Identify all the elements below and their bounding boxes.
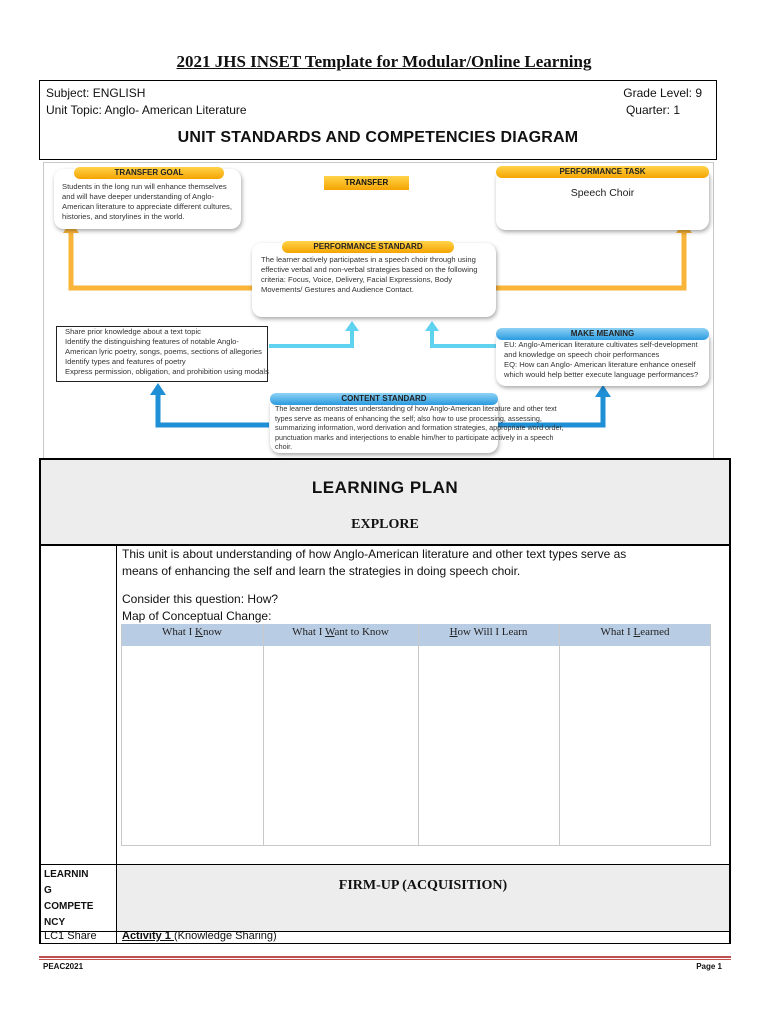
transfer-goal-box bbox=[54, 169, 241, 229]
firm-up-heading: FIRM-UP (ACQUISITION) bbox=[338, 878, 508, 893]
conceptual-change-map bbox=[121, 624, 711, 846]
performance-standard-box bbox=[252, 243, 496, 317]
competency-item: Express permission, obligation, and prohibition using modals bbox=[65, 367, 269, 376]
col-text: ow Will I Learn bbox=[457, 626, 528, 638]
content-standard-box bbox=[270, 394, 564, 453]
transfer-goal-title: TRANSFER GOAL bbox=[74, 167, 224, 179]
footer-page-number: Page 1 bbox=[696, 962, 722, 971]
map-divider bbox=[121, 624, 122, 846]
blue-arrowhead-left bbox=[150, 383, 166, 395]
blue-arrow-left bbox=[158, 393, 269, 425]
col-initial: L bbox=[633, 626, 641, 638]
footer-rule-thin bbox=[39, 959, 731, 960]
blue-arrowhead-right bbox=[595, 385, 611, 397]
map-divider bbox=[121, 845, 711, 846]
map-divider bbox=[710, 624, 711, 846]
lc1-label: LC1 Share bbox=[44, 930, 97, 942]
col-what-i-know bbox=[121, 624, 263, 646]
col-text: earned bbox=[640, 626, 670, 638]
competencies-box bbox=[56, 326, 268, 382]
guiding-question: Consider this question: How? bbox=[122, 592, 279, 606]
col-text: What I bbox=[292, 626, 325, 638]
cyan-arrowhead-right bbox=[425, 321, 439, 331]
performance-task-title: PERFORMANCE TASK bbox=[496, 166, 709, 178]
intro-line: This unit is about understanding of how Anglo-American literature and other text types serve as bbox=[122, 547, 627, 561]
diagram-title: UNIT STANDARDS AND COMPETENCIES DIAGRAM bbox=[177, 129, 579, 146]
grade-level-label: Grade Level: 9 bbox=[623, 86, 702, 100]
col-text: What I bbox=[600, 626, 634, 638]
competency-item: Identify the distinguishing features of notable Anglo-American lyric poetry, songs, poems, sections of allegories bbox=[65, 337, 262, 356]
col-text: ant to Know bbox=[334, 626, 389, 638]
left-empty-cell bbox=[40, 545, 117, 865]
content-standard-title: CONTENT STANDARD bbox=[270, 393, 498, 405]
map-divider bbox=[263, 624, 264, 846]
subject-label: Subject: ENGLISH bbox=[46, 86, 146, 100]
cyan-arrow-left bbox=[269, 329, 352, 346]
unit-topic-label: Unit Topic: Anglo- American Literature bbox=[46, 103, 247, 117]
col-initial: H bbox=[449, 626, 458, 638]
competency-item: Identify types and features of poetry bbox=[65, 357, 186, 366]
quarter-label: Quarter: 1 bbox=[625, 103, 680, 117]
activity-description: (Knowledge Sharing) bbox=[173, 930, 277, 942]
transfer-label: TRANSFER bbox=[324, 176, 409, 190]
competencies-list bbox=[65, 327, 269, 377]
col-text: What I bbox=[162, 626, 196, 638]
firm-up-cell bbox=[116, 864, 730, 932]
cyan-arrow-right bbox=[432, 329, 496, 346]
col-what-i-want-to-know bbox=[263, 624, 418, 646]
make-meaning-title: MAKE MEANING bbox=[496, 328, 709, 340]
intro-line: means of enhancing the self and learn the strategies in doing speech choir. bbox=[122, 564, 521, 578]
header-right bbox=[623, 85, 702, 119]
performance-task-box bbox=[496, 168, 709, 230]
content-standard-text: The learner demonstrates understanding of how Anglo-American literature and other text types serve as means of enhancing the self; also how to use processing, assessing, summarizing information, word derivation and formation strategies, appropriate word order, punctuation marks and interjections to enable him/her to participate actively in a speech choir. bbox=[275, 404, 564, 451]
col-text: now bbox=[202, 626, 222, 638]
cyan-arrowhead-left bbox=[345, 321, 359, 331]
competency-item: Share prior knowledge about a text topic bbox=[65, 327, 201, 336]
col-initial: K bbox=[195, 626, 203, 638]
performance-task-text: Speech Choir bbox=[570, 187, 635, 199]
header-left bbox=[46, 85, 247, 119]
performance-standard-text: The learner actively participates in a speech choir through using effective verbal and non-verbal strategies based on the following criteria: Focus, Voice, Delivery, Facial Expressions, Body Movements/ Gestures and Audience Contact. bbox=[261, 255, 478, 294]
col-initial: W bbox=[324, 626, 335, 638]
competency-header-cell bbox=[40, 864, 117, 932]
header-box bbox=[39, 80, 717, 160]
map-label: Map of Conceptual Change: bbox=[122, 609, 272, 623]
learning-plan-header-cell bbox=[40, 459, 730, 545]
map-divider bbox=[418, 624, 419, 846]
activity-number: Activity 1 bbox=[122, 930, 174, 942]
footer-rule bbox=[39, 956, 731, 958]
explore-heading: EXPLORE bbox=[351, 517, 419, 532]
activity-1-label bbox=[122, 930, 277, 942]
make-meaning-text: EU: Anglo-American literature cultivates self-development and knowledge on speech choir performances EQ: How can Anglo- American literature enhance oneself which would help better execute language performances? bbox=[504, 340, 699, 379]
standards-diagram bbox=[43, 162, 714, 464]
lc1-cell bbox=[40, 931, 117, 944]
explore-intro bbox=[122, 546, 722, 625]
document-title: 2021 JHS INSET Template for Modular/Online Learning bbox=[176, 52, 592, 71]
activity-cell bbox=[116, 931, 730, 944]
competency-header: LEARNIN G COMPETE NCY bbox=[44, 869, 94, 928]
map-divider bbox=[559, 624, 560, 846]
col-what-i-learned bbox=[559, 624, 711, 646]
learning-plan-title: LEARNING PLAN bbox=[311, 478, 459, 497]
footer-org: PEAC2021 bbox=[43, 962, 84, 971]
transfer-goal-text: Students in the long run will enhance themselves and will have deeper understanding of Anglo-American literature to appreciate different cultures, histories, and storylines in the world. bbox=[62, 182, 232, 221]
make-meaning-box bbox=[496, 330, 709, 386]
col-how-will-i-learn bbox=[418, 624, 559, 646]
performance-standard-title: PERFORMANCE STANDARD bbox=[282, 241, 454, 253]
